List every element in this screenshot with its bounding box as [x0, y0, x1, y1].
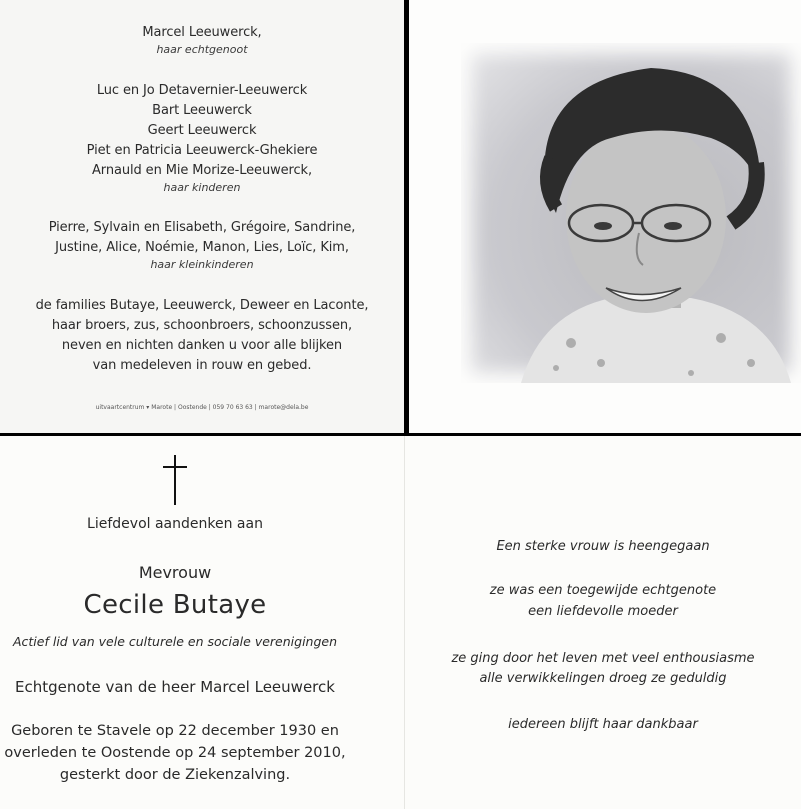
- families-line: de families Butaye, Leeuwerck, Deweer en Laconte,: [35, 298, 369, 313]
- family-panel: [0, 0, 404, 433]
- death-line: overleden te Oostende op 24 september 2010,: [4, 745, 346, 761]
- child-line: Arnauld en Mie Morize-Leeuwerck,: [92, 163, 312, 178]
- husband-name: Marcel Leeuwerck,: [142, 25, 262, 40]
- sacrament-line: gesterkt door de Ziekenzalving.: [59, 767, 291, 783]
- families-line: neven en nichten danken u voor alle blijken: [61, 338, 343, 353]
- portrait-illustration: [461, 43, 801, 383]
- portrait-photo: [461, 43, 801, 383]
- cross-icon: [174, 455, 176, 505]
- poem-line: een liefdevolle moeder: [528, 604, 678, 619]
- grandchildren-role: haar kleinkinderen: [150, 258, 254, 271]
- poem-line: Een sterke vrouw is heengegaan: [496, 539, 710, 554]
- families-line: van medeleven in rouw en gebed.: [92, 358, 312, 373]
- child-line: Bart Leeuwerck: [152, 103, 252, 118]
- child-line: Luc en Jo Detavernier-Leeuwerck: [96, 83, 308, 98]
- child-line: Piet en Patricia Leeuwerck-Ghekiere: [86, 143, 318, 158]
- child-line: Geert Leeuwerck: [147, 123, 257, 138]
- cross-icon-bar: [163, 466, 187, 468]
- card-fold-divider: [404, 436, 405, 809]
- poem-line: alle verwikkelingen droeg ze geduldig: [479, 671, 727, 686]
- memorial-intro: Liefdevol aandenken aan: [87, 516, 263, 532]
- poem-line: ze was een toegewijde echtgenote: [489, 583, 717, 598]
- grandchildren-line: Justine, Alice, Noémie, Manon, Lies, Loïc, Kim,: [55, 240, 349, 255]
- children-role: haar kinderen: [163, 181, 241, 194]
- birth-line: Geboren te Stavele op 22 december 1930 en: [11, 723, 339, 739]
- deceased-name: Cecile Butaye: [83, 590, 267, 620]
- spouse-line: Echtgenote van de heer Marcel Leeuwerck: [15, 678, 335, 696]
- grandchildren-line: Pierre, Sylvain en Elisabeth, Grégoire, Sandrine,: [48, 220, 356, 235]
- funeral-home-footer: uitvaartcentrum ▾ Marote | Oostende | 059 70 63 63 | marote@dela.be: [95, 404, 309, 411]
- memorial-title: Mevrouw: [138, 563, 212, 582]
- poem-line: iedereen blijft haar dankbaar: [508, 717, 698, 732]
- photo-panel: [409, 0, 801, 433]
- husband-role: haar echtgenoot: [156, 43, 248, 56]
- poem-line: ze ging door het leven met veel enthousiasme: [451, 651, 755, 666]
- families-line: haar broers, zus, schoonbroers, schoonzussen,: [51, 318, 353, 333]
- memorial-subtitle: Actief lid van vele culturele en sociale verenigingen: [12, 634, 338, 649]
